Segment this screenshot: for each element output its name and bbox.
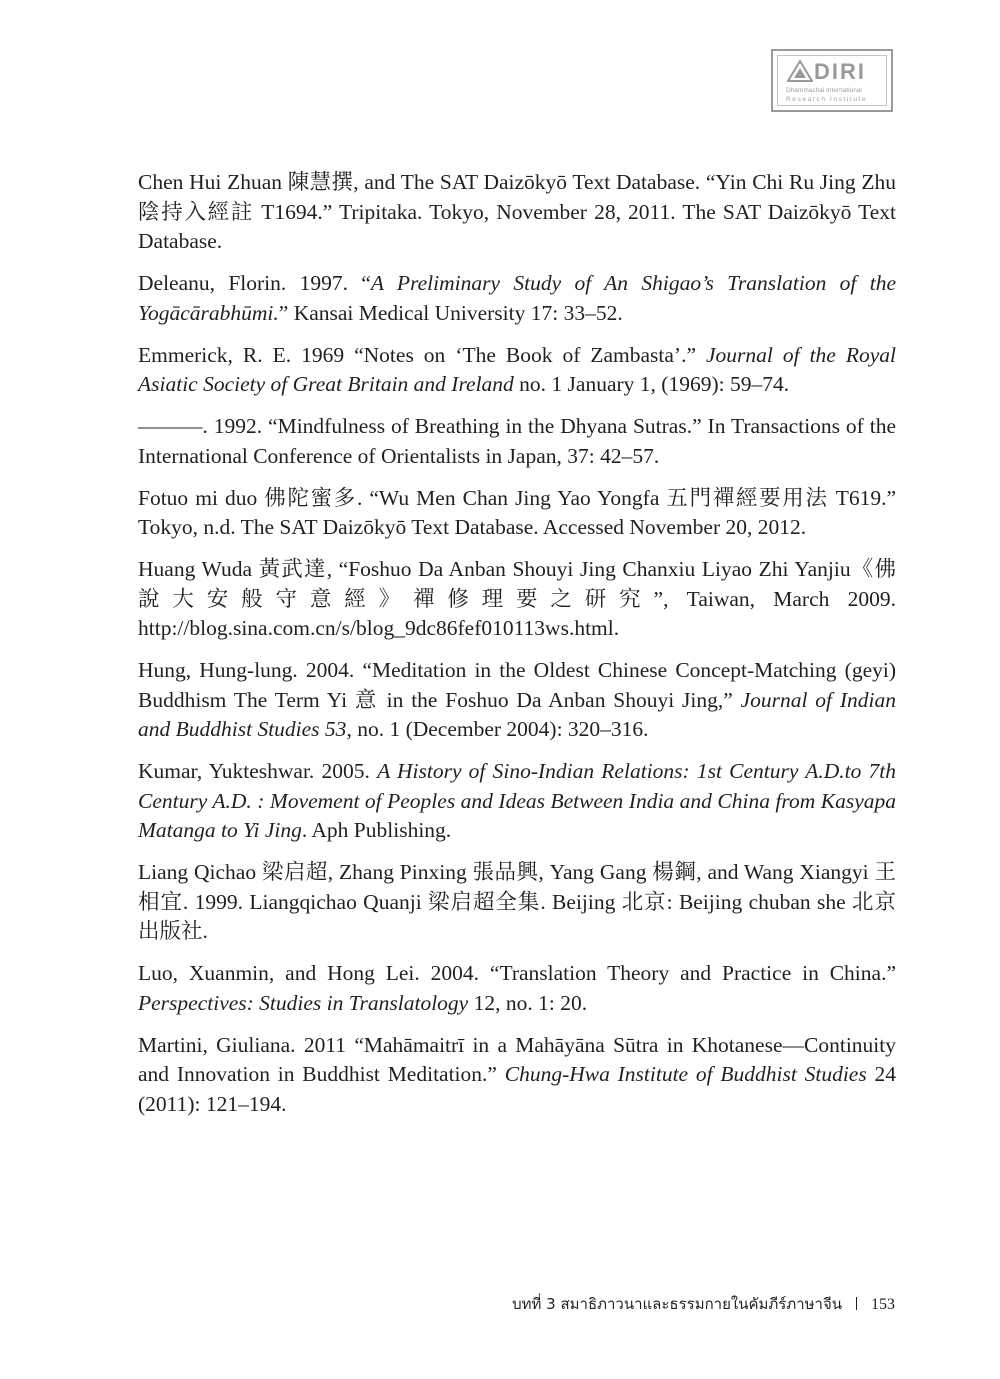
- reference-text: Emmerick, R. E. 1969 “Notes on ‘The Book of Zambasta’.”: [138, 342, 706, 367]
- diri-logo: [771, 49, 893, 112]
- reference-text: Kumar, Yukteshwar. 2005.: [138, 759, 378, 783]
- reference-text: Deleanu, Florin. 1997. “: [138, 271, 371, 295]
- reference-title-italic: Chung-Hwa Institute of Buddhist Studies: [504, 1062, 867, 1086]
- reference-text: Martini, Giuliana. 2011 “Mahāmaitrī in a Mahāyāna Sūtra in Khotanese—Continuity and Innovation in Buddhist Meditation.”: [138, 1032, 896, 1086]
- reference-text: Hung, Hung-lung. 2004. “Meditation in the Oldest Chinese Concept-Matching (geyi) Buddhism The Term Yi 意 in the Foshuo Da Anban Shouyi Jing,”: [138, 658, 896, 712]
- reference-entry: [138, 341, 896, 400]
- reference-text: , no. 1 (December 2004): 320–316.: [346, 717, 649, 741]
- triangle-logo-icon: [787, 60, 813, 82]
- page-number: 153: [871, 1296, 895, 1313]
- reference-text: ” Kansai Medical University 17: 33–52.: [278, 300, 623, 325]
- reference-title-italic: Journal of the Royal Asiatic Society of Great Britain and Ireland: [138, 342, 896, 396]
- logo-subtitle-1: Dhammachai International: [786, 87, 862, 94]
- reference-entry: [138, 858, 896, 947]
- reference-title-italic: Perspectives: Studies in Translatology: [138, 990, 469, 1015]
- page-footer: [380, 1292, 895, 1316]
- reference-text: 24 (2011): 121–194.: [138, 1062, 896, 1116]
- logo-subtitle-2: Research Institute: [786, 96, 868, 103]
- reference-text: Fotuo mi duo 佛陀蜜多. “Wu Men Chan Jing Yao Yongfa 五門禪經要用法 T619.” Tokyo, n.d. The SAT Daizōkyō Text Database. Accessed November 20, 2012.: [138, 485, 896, 539]
- reference-title-italic: Journal of Indian and Buddhist Studies 53: [138, 687, 896, 741]
- footer-separator: [856, 1297, 857, 1310]
- reference-text: 12, no. 1: 20.: [468, 990, 588, 1015]
- reference-entry: [138, 959, 896, 1018]
- reference-text: Liang Qichao 梁启超, Zhang Pinxing 張品興, Yang Gang 楊鋼, and Wang Xiangyi 王相宜. 1999. Liangqichao Quanji 梁启超全集. Beijing 北京: Beijing chuban she 北京出版社.: [138, 860, 896, 943]
- reference-entry: [138, 1031, 896, 1120]
- reference-text: no. 1 January 1, (1969): 59–74.: [513, 372, 790, 396]
- reference-text: Huang Wuda 黃武達, “Foshuo Da Anban Shouyi Jing Chanxiu Liyao Zhi Yanjiu《佛說大安般守意經》禪修理要之研究”, Taiwan, March 2009. http://blog.sina.com.cn/s/blog_9dc86fef010113ws.html.: [138, 557, 896, 640]
- reference-entry: [138, 555, 896, 644]
- reference-title-italic: A Preliminary Study of An Shigao’s Translation of the Yogācārabhūmi.: [138, 271, 896, 325]
- reference-entry: [138, 656, 896, 745]
- reference-entry: [138, 757, 896, 846]
- reference-text: Luo, Xuanmin, and Hong Lei. 2004. “Translation Theory and Practice in China.”: [138, 961, 896, 985]
- reference-text: ———. 1992. “Mindfulness of Breathing in the Dhyana Sutras.” In Transactions of the International Conference of Orientalists in Japan, 37: 42–57.: [138, 414, 896, 468]
- reference-text: . Aph Publishing.: [301, 818, 452, 842]
- reference-text: Chen Hui Zhuan 陳慧撰, and The SAT Daizōkyō Text Database. “Yin Chi Ru Jing Zhu 陰持入經註 T1694.” Tripitaka. Tokyo, November 28, 2011. The SAT Daizōkyō Text Database.: [138, 170, 896, 253]
- chapter-title: บทที่ 3 สมาธิภาวนาและธรรมกายในคัมภีร์ภาษาจีน: [512, 1295, 842, 1313]
- reference-title-italic: A History of Sino-Indian Relations: 1st Century A.D.to 7th Century A.D. : Movement of Peoples and Ideas Between India and China from Kasyapa Matanga to Yi Jing: [138, 759, 896, 842]
- reference-entry: [138, 269, 896, 328]
- reference-list: [138, 168, 896, 1132]
- reference-entry: [138, 168, 896, 257]
- reference-entry: [138, 412, 896, 471]
- reference-entry: [138, 484, 896, 543]
- logo-name: DIRI: [814, 59, 866, 84]
